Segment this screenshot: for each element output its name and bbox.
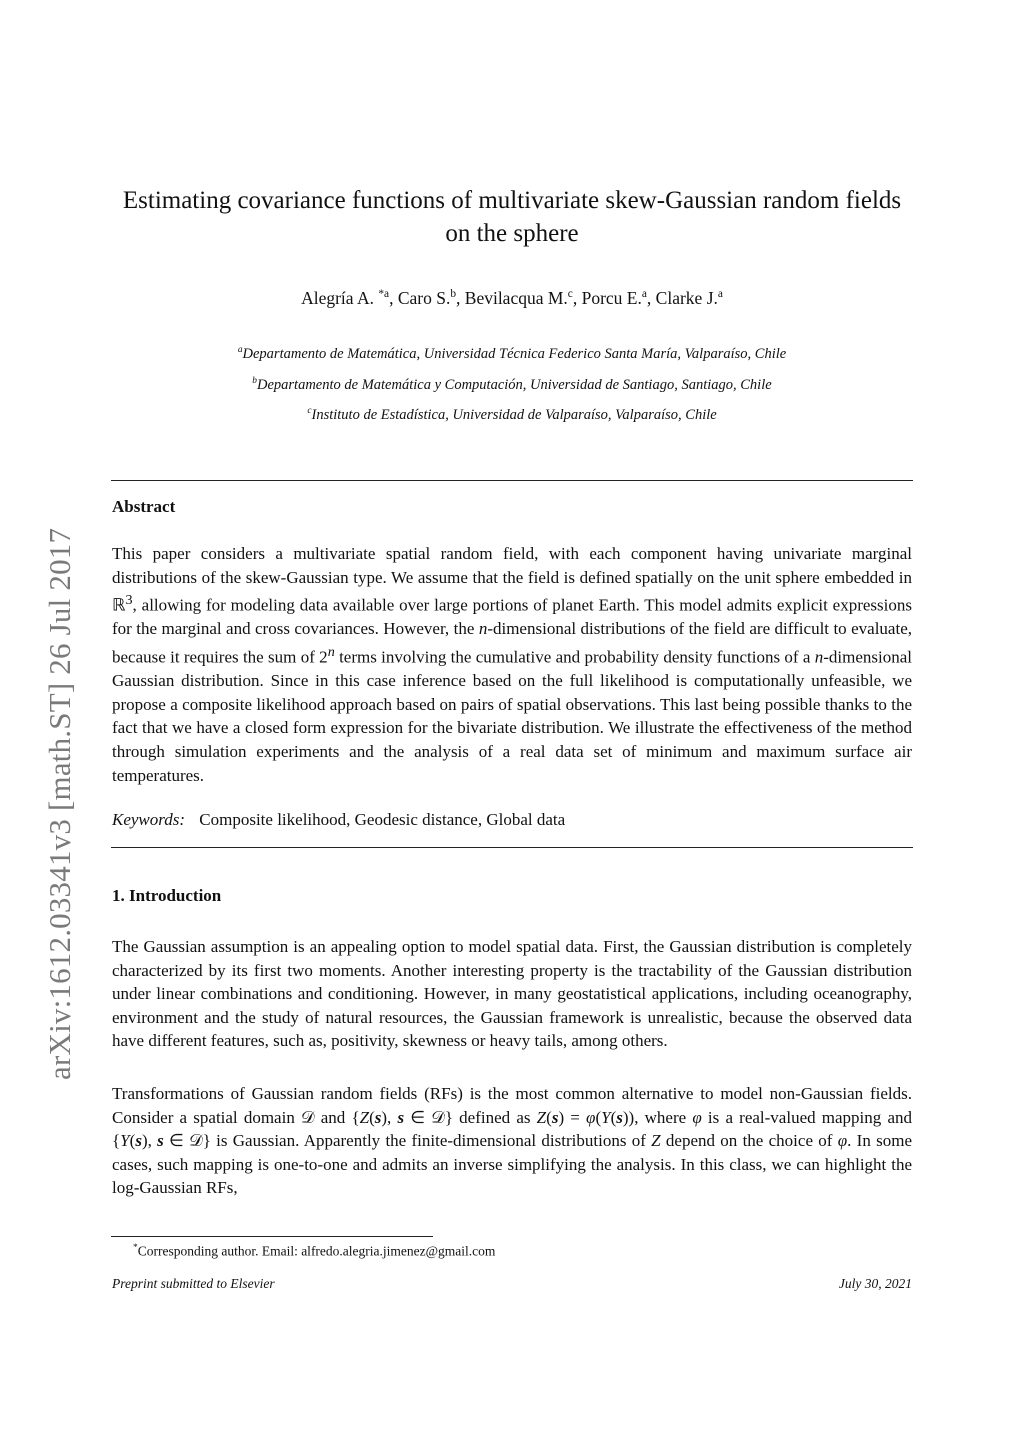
author-2: Caro S.$^b$ — [397, 288, 457, 308]
intro-paragraph-2: Transformations of Gaussian random fields (RFs) is the most common alternative to model non-Gaussian fields. Consider a spatial domain 𝒟 and {Z(s), s ∈ 𝒟} defined as Z(s) = φ(Y(s)), where φ is a real-valued mapping and {Y(s), s ∈ 𝒟} is Gaussian. Apparently the finite-dimensional distributions of Z depend on the choice of φ. In some cases, such mapping is one-to-one and admits an inverse simplifying the analysis. In this class, we can highlight the log-Gaussian RFs, — [112, 1084, 913, 1198]
section-heading-introduction: 1. Introduction — [112, 886, 222, 905]
footnote-corresponding-author: *Corresponding author. Email: alfredo.alegria.jimenez@gmail.com — [133, 1243, 496, 1259]
abstract-text: This paper considers a multivariate spatial random field, with each component having univariate marginal distributions of the skew-Gaussian type. We assume that the field is defined spatially on the unit sphere embedded in ℝ$^3$, allowing for modeling data available over large portions of planet Earth. This model admits explicit expressions for the marginal and cross covariances. However, the n-dimensional distributions of the field are difficult to evaluate, because it requires the sum of 2$^n$ terms involving the cumulative and probability density functions of a n-dimensional Gaussian distribution. Since in this case inference based on the full likelihood is computationally unfeasible, we propose a composite likelihood approach based on pairs of spatial observations. This last being possible thanks to the fact that we have a closed form expression for the bivariate distribution. We illustrate the effectiveness of the method through simulation experiments and the analysis of a real data set of minimum and maximum surface air temperatures. — [112, 544, 913, 785]
affiliation-list — [112, 339, 912, 431]
keywords-text: Composite likelihood, Geodesic distance, Global data — [199, 810, 566, 829]
keywords-label: Keywords: — [112, 810, 186, 829]
paper-title: Estimating covariance functions of multivariate skew-Gaussian random fields on the sphere — [122, 187, 902, 247]
author-4: Porcu E.$^a$ — [581, 288, 647, 308]
footer-date: July 30, 2021 — [838, 1276, 912, 1291]
author-5: Clarke J.$^a$ — [655, 288, 723, 308]
arxiv-identifier-stamp[interactable]: arXiv:1612.03341v3 [math.ST] 26 Jul 2017 — [42, 527, 77, 1080]
footnote-rule — [111, 1236, 433, 1237]
intro-paragraph-1: The Gaussian assumption is an appealing option to model spatial data. First, the Gaussian distribution is completely characterized by its first two moments. Another interesting property is the tractability of the Gaussian distribution under linear combinations and conditioning. However, in many geostatistical applications, including oceanography, environment and the study of natural resources, the Gaussian framework is unrealistic, because the observed data have different features, such as, positivity, skewness or heavy tails, among others. — [112, 937, 912, 1051]
author-1: Alegría A. $^{*a}$ — [301, 288, 390, 308]
author-3: Bevilacqua M.$^c$ — [464, 288, 573, 308]
footer-preprint-note: Preprint submitted to Elsevier — [112, 1276, 275, 1291]
author-list: Alegría A. $^{*a}$, Caro S.$^b$, Bevilacqua M.$^c$, Porcu E.$^a$, Clarke J.$^a$ — [301, 288, 723, 308]
abstract-heading: Abstract — [112, 497, 176, 516]
keywords-line — [112, 810, 565, 830]
abstract-top-rule — [111, 480, 913, 481]
affiliation-c: $^c$Instituto de Estadística, Universidad de Valparaíso, Valparaíso, Chile — [307, 406, 717, 423]
affiliation-a: $^a$Departamento de Matemática, Universidad Técnica Federico Santa María, Valparaíso, Chile — [237, 345, 787, 362]
affiliation-b: $^b$Departamento de Matemática y Computación, Universidad de Santiago, Santiago, Chile — [252, 375, 772, 393]
abstract-bottom-rule — [111, 847, 913, 848]
